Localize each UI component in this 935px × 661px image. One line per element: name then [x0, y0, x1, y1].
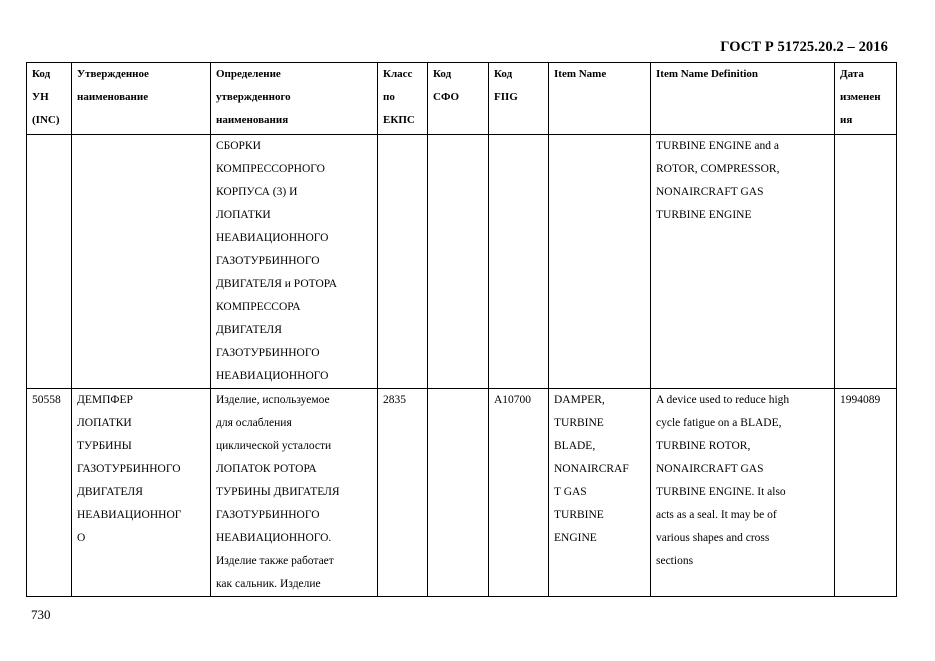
- column-ekps-class-header: [378, 63, 428, 135]
- cell-line: ия: [840, 114, 853, 126]
- cell-line: Изделие также работает: [216, 555, 334, 567]
- document-table: [26, 62, 897, 597]
- cell-line: наименование: [77, 91, 149, 103]
- table-header-row: [27, 63, 897, 135]
- cell-line: наименования: [216, 114, 289, 126]
- cell-line: TURBINE ENGINE. It also: [656, 486, 786, 498]
- cell-line: КОРПУСА (3) И: [216, 186, 298, 198]
- cell-line: СФО: [433, 91, 460, 103]
- cell-line: Дата: [840, 68, 864, 80]
- standard-header: ГОСТ Р 51725.20.2 – 2016: [720, 39, 888, 55]
- cell-line: циклической усталости: [216, 440, 332, 452]
- cell-line: Класс: [383, 68, 413, 80]
- cell-line: ДВИГАТЕЛЯ: [216, 324, 282, 336]
- cell-line: ДВИГАТЕЛЯ: [77, 486, 143, 498]
- cell-line: BLADE,: [554, 440, 596, 452]
- cell-line: Код: [32, 68, 51, 80]
- cell-line: ENGINE: [554, 532, 597, 544]
- cell-line: ТУРБИНЫ ДВИГАТЕЛЯ: [216, 486, 340, 498]
- cell-line: НЕАВИАЦИОННОГ: [77, 509, 182, 521]
- column-approved-name-header: [72, 63, 211, 135]
- column-item-name-definition-header: [651, 63, 835, 135]
- column-fiig-code-cell: [489, 389, 549, 597]
- cell-line: TURBINE: [554, 417, 604, 429]
- column-change-date-cell: [835, 389, 897, 597]
- cell-line: УН: [32, 91, 49, 103]
- column-item-name-header: [549, 63, 651, 135]
- cell-line: various shapes and cross: [656, 532, 770, 544]
- column-inc-code-cell: [27, 389, 72, 597]
- cell-line: TURBINE ENGINE: [656, 209, 752, 221]
- cell-line: ROTOR, COMPRESSOR,: [656, 163, 780, 175]
- cell-line: по: [383, 91, 395, 103]
- column-sfo-code-cell: [428, 135, 489, 389]
- column-item-name-definition-cell: [651, 135, 835, 389]
- cell-line: как сальник. Изделие: [216, 578, 321, 590]
- column-sfo-code-cell: [428, 389, 489, 597]
- column-fiig-code-header: [489, 63, 549, 135]
- column-name-definition-cell: [211, 135, 378, 389]
- cell-line: sections: [656, 555, 694, 567]
- cell-line: ГАЗОТУРБИННОГО: [216, 509, 320, 521]
- cell-line: ЕКПС: [383, 114, 415, 126]
- column-ekps-class-cell: [378, 135, 428, 389]
- cell-line: NONAIRCRAFT GAS: [656, 186, 764, 198]
- cell-line: NONAIRCRAF: [554, 463, 629, 475]
- cell-line: acts as a seal. It may be of: [656, 509, 777, 521]
- cell-line: НЕАВИАЦИОННОГО: [216, 370, 329, 382]
- cell-line: ЛОПАТКИ: [77, 417, 132, 429]
- cell-line: ГАЗОТУРБИННОГО: [216, 255, 320, 267]
- cell-line: НЕАВИАЦИОННОГО.: [216, 532, 332, 544]
- table-row: [27, 135, 897, 389]
- column-fiig-code-cell: [489, 135, 549, 389]
- cell-line: DAMPER,: [554, 394, 605, 406]
- cell-line: ЛОПАТКИ: [216, 209, 271, 221]
- page-number: 730: [31, 607, 51, 622]
- column-inc-code-cell: [27, 135, 72, 389]
- column-inc-code-header: [27, 63, 72, 135]
- cell-line: О: [77, 532, 86, 544]
- cell-line: СБОРКИ: [216, 140, 261, 152]
- column-item-name-cell: [549, 389, 651, 597]
- cell-line: TURBINE ENGINE and a: [656, 140, 779, 152]
- cell-line: ДЕМПФЕР: [77, 394, 133, 406]
- cell-line: NONAIRCRAFT GAS: [656, 463, 764, 475]
- column-name-definition-cell: [211, 389, 378, 597]
- column-item-name-definition-cell: [651, 389, 835, 597]
- cell-line: TURBINE ROTOR,: [656, 440, 751, 452]
- column-change-date-header: [835, 63, 897, 135]
- cell-line: T GAS: [554, 486, 587, 498]
- cell-line: КОМПРЕССОРА: [216, 301, 301, 313]
- cell-line: КОМПРЕССОРНОГО: [216, 163, 325, 175]
- column-item-name-cell: [549, 135, 651, 389]
- table-row: [27, 389, 897, 597]
- column-approved-name-cell: [72, 389, 211, 597]
- cell-line: НЕАВИАЦИОННОГО: [216, 232, 329, 244]
- cell-line: A10700: [494, 394, 532, 406]
- cell-line: ЛОПАТОК РОТОРА: [216, 463, 317, 475]
- column-ekps-class-cell: [378, 389, 428, 597]
- cell-line: Код: [433, 68, 452, 80]
- cell-line: 1994089: [840, 394, 881, 406]
- cell-line: ГАЗОТУРБИННОГО: [77, 463, 181, 475]
- column-approved-name-cell: [72, 135, 211, 389]
- cell-line: Код: [494, 68, 513, 80]
- cell-line: A device used to reduce high: [656, 394, 790, 406]
- cell-line: Изделие, используемое: [216, 394, 330, 406]
- cell-line: Утвержденное: [77, 68, 149, 80]
- cell-line: ТУРБИНЫ: [77, 440, 132, 452]
- cell-line: изменен: [840, 91, 881, 103]
- cell-line: cycle fatigue on a BLADE,: [656, 417, 782, 429]
- cell-line: 50558: [32, 394, 61, 406]
- column-change-date-cell: [835, 135, 897, 389]
- cell-line: ДВИГАТЕЛЯ и РОТОРА: [216, 278, 338, 290]
- cell-line: Item Name Definition: [656, 68, 759, 80]
- cell-line: TURBINE: [554, 509, 604, 521]
- cell-line: Item Name: [554, 68, 607, 80]
- column-sfo-code-header: [428, 63, 489, 135]
- column-name-definition-header: [211, 63, 378, 135]
- cell-line: утвержденного: [216, 91, 291, 103]
- cell-line: ГАЗОТУРБИННОГО: [216, 347, 320, 359]
- cell-line: Определение: [216, 68, 281, 80]
- cell-line: FIIG: [494, 91, 518, 103]
- cell-line: 2835: [383, 394, 406, 406]
- cell-line: для ослабления: [216, 417, 292, 429]
- cell-line: (INC): [32, 114, 60, 126]
